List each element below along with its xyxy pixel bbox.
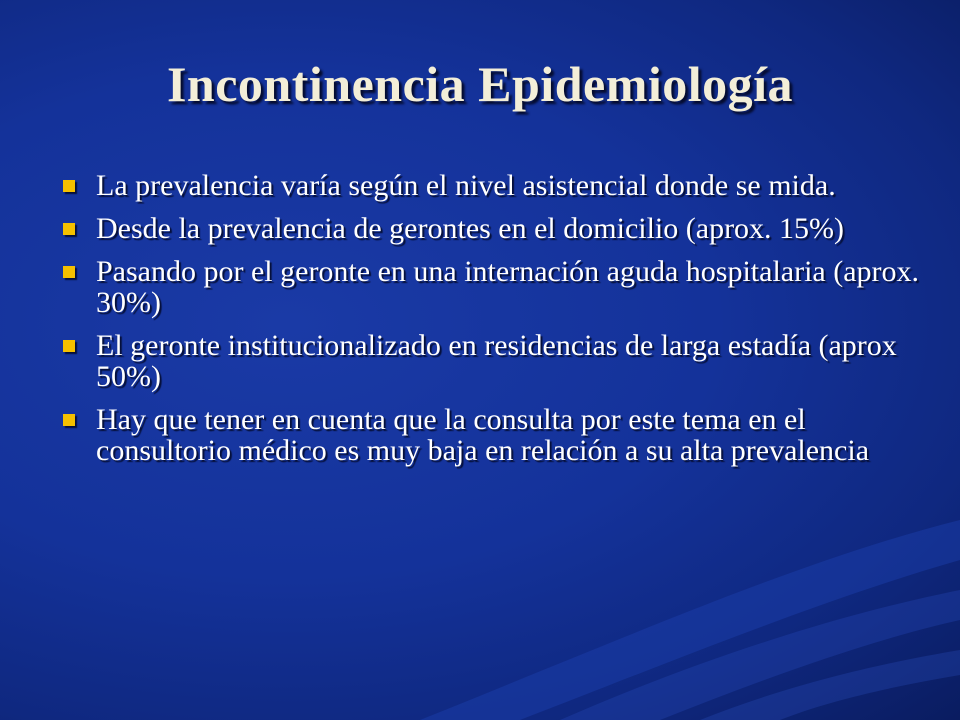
- bullet-text: La prevalencia varía según el nivel asistencial donde se mida.: [96, 169, 836, 202]
- bullet-text: Desde la prevalencia de gerontes en el domicilio (aprox. 15%): [96, 212, 845, 245]
- bullet-list: [60, 170, 920, 478]
- square-bullet-icon: [63, 414, 75, 426]
- bullet-text: El geronte institucionalizado en residencias de larga estadía (aprox 50%): [96, 329, 897, 393]
- square-bullet-icon: [63, 180, 75, 192]
- bullet-item: [60, 256, 920, 318]
- bullet-text: Pasando por el geronte en una internación aguda hospitalaria (aprox. 30%): [96, 255, 920, 319]
- bullet-item: [60, 330, 920, 392]
- bullet-item: [60, 170, 920, 201]
- square-bullet-icon: [63, 223, 75, 235]
- bullet-item: [60, 404, 920, 466]
- bullet-text: Hay que tener en cuenta que la consulta por este tema en el consultorio médico es muy baja en relación a su alta prevalencia: [96, 403, 870, 467]
- square-bullet-icon: [63, 340, 75, 352]
- square-bullet-icon: [63, 266, 75, 278]
- slide-title: Incontinencia Epidemiología: [166, 56, 794, 112]
- bullet-item: [60, 213, 920, 244]
